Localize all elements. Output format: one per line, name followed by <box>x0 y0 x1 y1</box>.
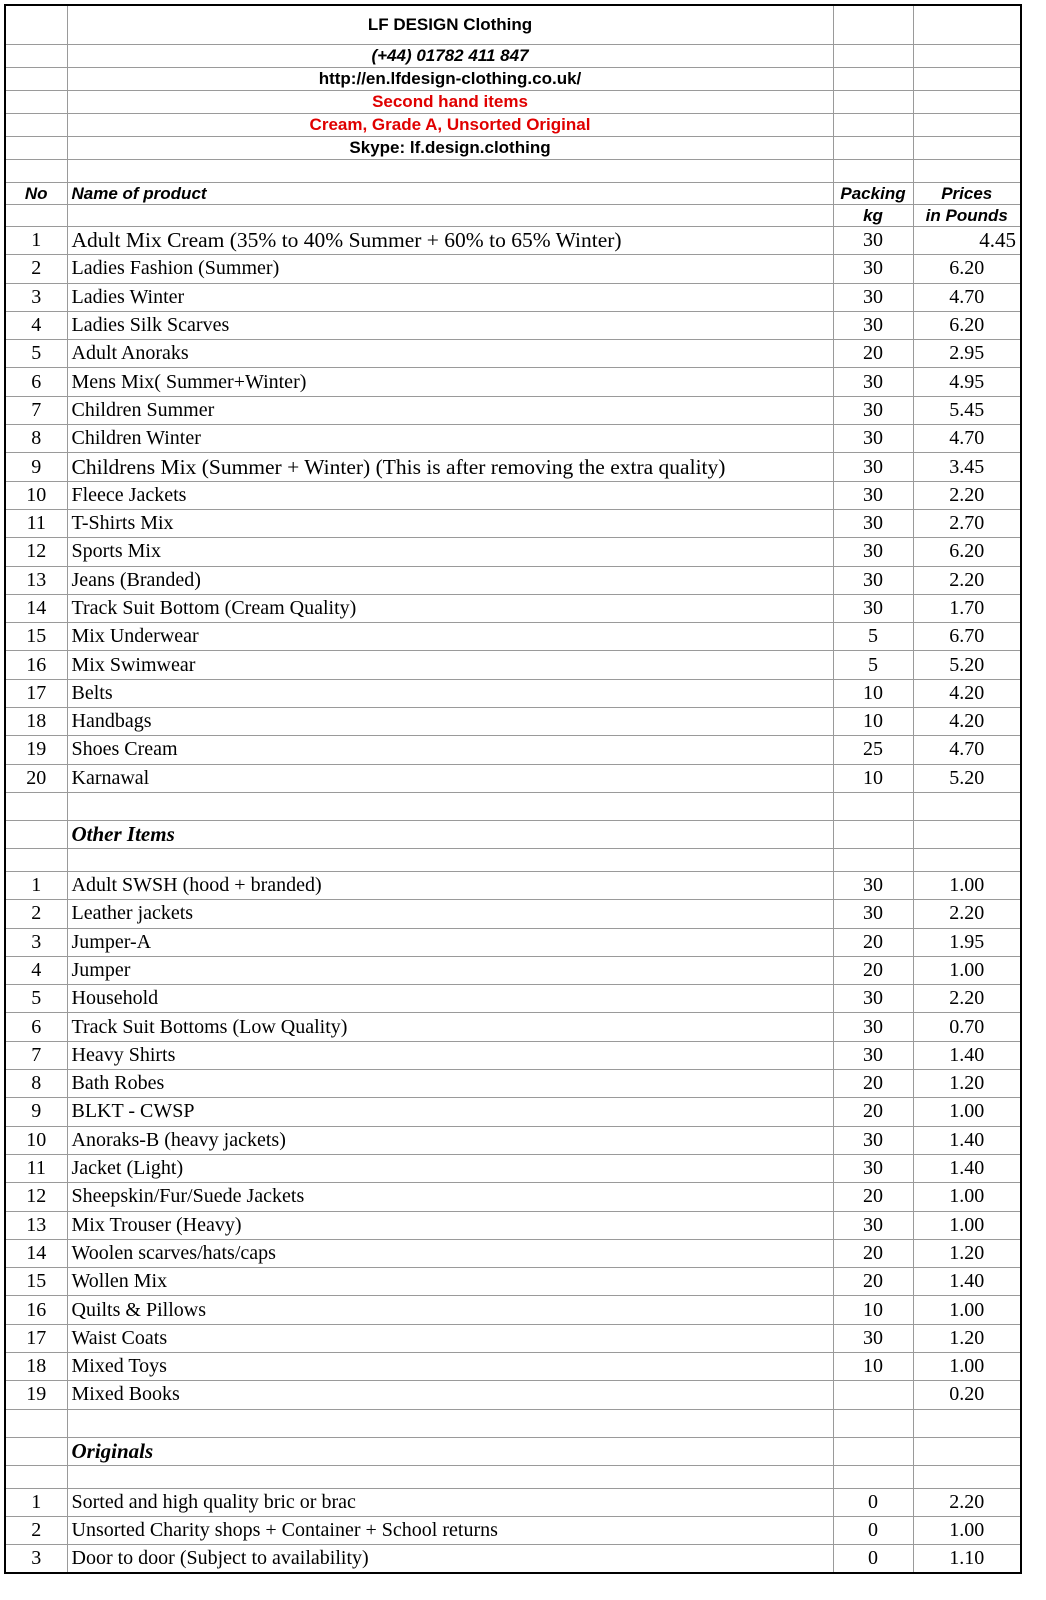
column-header-prices-unit[interactable]: in Pounds <box>913 205 1021 227</box>
price-pounds[interactable]: 6.20 <box>913 311 1021 339</box>
packing-kg[interactable]: 30 <box>833 453 913 481</box>
cell[interactable] <box>67 1409 833 1437</box>
packing-kg[interactable]: 30 <box>833 985 913 1013</box>
header-row <box>5 68 1021 91</box>
column-header-packing-unit[interactable]: kg <box>833 205 913 227</box>
product-number[interactable]: 12 <box>5 538 67 566</box>
product-row <box>5 900 1021 928</box>
product-row <box>5 594 1021 622</box>
price-pounds[interactable]: 4.95 <box>913 368 1021 396</box>
price-pounds[interactable]: 5.20 <box>913 764 1021 792</box>
price-pounds[interactable]: 4.70 <box>913 283 1021 311</box>
cell[interactable] <box>913 820 1021 848</box>
price-pounds[interactable]: 1.20 <box>913 1070 1021 1098</box>
price-pounds[interactable]: 2.20 <box>913 900 1021 928</box>
product-name[interactable]: Handbags <box>67 708 833 736</box>
subtitle[interactable]: Second hand items <box>67 91 833 114</box>
product-name[interactable]: Children Summer <box>67 396 833 424</box>
product-row <box>5 227 1021 255</box>
product-row <box>5 453 1021 481</box>
cell[interactable] <box>833 1409 913 1437</box>
packing-kg[interactable]: 10 <box>833 708 913 736</box>
product-row <box>5 538 1021 566</box>
packing-kg[interactable]: 30 <box>833 481 913 509</box>
product-row <box>5 255 1021 283</box>
packing-kg[interactable]: 0 <box>833 1488 913 1516</box>
header-row <box>5 114 1021 137</box>
price-pounds[interactable]: 6.20 <box>913 538 1021 566</box>
cell[interactable] <box>833 68 913 91</box>
cell[interactable] <box>5 45 67 68</box>
price-pounds[interactable]: 2.70 <box>913 509 1021 537</box>
price-pounds[interactable]: 1.95 <box>913 928 1021 956</box>
packing-kg[interactable]: 30 <box>833 311 913 339</box>
product-row <box>5 708 1021 736</box>
product-number[interactable]: 9 <box>5 453 67 481</box>
product-number[interactable]: 11 <box>5 1154 67 1182</box>
product-number[interactable]: 5 <box>5 985 67 1013</box>
price-pounds[interactable]: 4.70 <box>913 425 1021 453</box>
product-number[interactable]: 1 <box>5 227 67 255</box>
product-number[interactable]: 14 <box>5 594 67 622</box>
price-pounds[interactable]: 2.95 <box>913 340 1021 368</box>
column-header-row <box>5 205 1021 227</box>
product-name[interactable]: Track Suit Bottoms (Low Quality) <box>67 1013 833 1041</box>
packing-kg[interactable]: 20 <box>833 1098 913 1126</box>
phone-number[interactable]: (+44) 01782 411 847 <box>67 45 833 68</box>
product-name[interactable]: Waist Coats <box>67 1324 833 1352</box>
product-row <box>5 1296 1021 1324</box>
product-number[interactable]: 20 <box>5 764 67 792</box>
price-pounds[interactable]: 1.00 <box>913 1296 1021 1324</box>
cell[interactable] <box>833 820 913 848</box>
cell[interactable] <box>913 68 1021 91</box>
product-row <box>5 509 1021 537</box>
packing-kg[interactable]: 30 <box>833 594 913 622</box>
price-pounds[interactable]: 1.00 <box>913 1098 1021 1126</box>
packing-kg[interactable]: 30 <box>833 1154 913 1182</box>
header-row <box>5 91 1021 114</box>
blank-row <box>5 1409 1021 1437</box>
product-number[interactable]: 17 <box>5 1324 67 1352</box>
packing-kg[interactable]: 0 <box>833 1516 913 1544</box>
product-number[interactable]: 19 <box>5 1381 67 1409</box>
price-pounds[interactable]: 0.20 <box>913 1381 1021 1409</box>
cell[interactable] <box>913 1437 1021 1465</box>
price-pounds[interactable]: 6.70 <box>913 623 1021 651</box>
packing-kg[interactable]: 20 <box>833 1239 913 1267</box>
section-title[interactable]: Originals <box>67 1437 833 1465</box>
packing-kg[interactable]: 5 <box>833 651 913 679</box>
section-title[interactable]: Other Items <box>67 820 833 848</box>
packing-kg[interactable]: 30 <box>833 227 913 255</box>
product-name[interactable]: Household <box>67 985 833 1013</box>
cell[interactable] <box>67 1465 833 1488</box>
product-row <box>5 1211 1021 1239</box>
price-pounds[interactable]: 1.10 <box>913 1545 1021 1574</box>
section-title-row <box>5 1437 1021 1465</box>
product-row <box>5 651 1021 679</box>
product-row <box>5 566 1021 594</box>
price-pounds[interactable]: 1.00 <box>913 1211 1021 1239</box>
cell[interactable] <box>833 160 913 183</box>
packing-kg[interactable]: 30 <box>833 283 913 311</box>
product-number[interactable]: 2 <box>5 900 67 928</box>
product-number[interactable]: 17 <box>5 679 67 707</box>
packing-kg[interactable]: 30 <box>833 871 913 899</box>
product-number[interactable]: 3 <box>5 928 67 956</box>
header-row <box>5 45 1021 68</box>
cell[interactable] <box>5 1437 67 1465</box>
product-row <box>5 623 1021 651</box>
packing-kg[interactable]: 20 <box>833 928 913 956</box>
cell[interactable] <box>833 848 913 871</box>
section-title-row <box>5 820 1021 848</box>
product-name[interactable]: Mens Mix( Summer+Winter) <box>67 368 833 396</box>
product-row <box>5 396 1021 424</box>
grade-note[interactable]: Cream, Grade A, Unsorted Original <box>67 114 833 137</box>
packing-kg[interactable]: 10 <box>833 764 913 792</box>
cell[interactable] <box>5 5 67 45</box>
product-name[interactable]: Anoraks-B (heavy jackets) <box>67 1126 833 1154</box>
column-header-row <box>5 183 1021 205</box>
product-row <box>5 1183 1021 1211</box>
packing-kg[interactable]: 30 <box>833 396 913 424</box>
product-number[interactable]: 11 <box>5 509 67 537</box>
price-pounds[interactable]: 0.70 <box>913 1013 1021 1041</box>
packing-kg[interactable]: 5 <box>833 623 913 651</box>
product-number[interactable]: 18 <box>5 708 67 736</box>
packing-kg[interactable]: 30 <box>833 1126 913 1154</box>
price-pounds[interactable]: 1.00 <box>913 871 1021 899</box>
product-number[interactable]: 2 <box>5 255 67 283</box>
product-name[interactable]: Ladies Fashion (Summer) <box>67 255 833 283</box>
cell[interactable] <box>913 45 1021 68</box>
product-row <box>5 1126 1021 1154</box>
product-name[interactable]: Jumper-A <box>67 928 833 956</box>
product-number[interactable]: 12 <box>5 1183 67 1211</box>
packing-kg[interactable]: 20 <box>833 1268 913 1296</box>
cell[interactable] <box>913 114 1021 137</box>
cell[interactable] <box>5 114 67 137</box>
packing-kg[interactable]: 20 <box>833 1183 913 1211</box>
price-pounds[interactable]: 1.40 <box>913 1041 1021 1069</box>
cell[interactable] <box>67 848 833 871</box>
product-number[interactable]: 13 <box>5 566 67 594</box>
product-row <box>5 956 1021 984</box>
blank-row <box>5 848 1021 871</box>
price-pounds[interactable]: 1.00 <box>913 1352 1021 1380</box>
packing-kg[interactable]: 20 <box>833 956 913 984</box>
price-pounds[interactable]: 2.20 <box>913 481 1021 509</box>
cell[interactable] <box>5 848 67 871</box>
price-pounds[interactable]: 1.00 <box>913 1516 1021 1544</box>
price-pounds[interactable]: 1.20 <box>913 1239 1021 1267</box>
product-number[interactable]: 19 <box>5 736 67 764</box>
price-pounds[interactable]: 4.20 <box>913 679 1021 707</box>
product-name[interactable]: Fleece Jackets <box>67 481 833 509</box>
product-name[interactable]: Ladies Silk Scarves <box>67 311 833 339</box>
cell[interactable] <box>833 114 913 137</box>
product-row <box>5 1154 1021 1182</box>
product-number[interactable]: 13 <box>5 1211 67 1239</box>
packing-kg[interactable]: 10 <box>833 1296 913 1324</box>
product-number[interactable]: 15 <box>5 623 67 651</box>
product-name[interactable]: Ladies Winter <box>67 283 833 311</box>
product-name[interactable]: Mixed Toys <box>67 1352 833 1380</box>
cell[interactable] <box>833 1465 913 1488</box>
product-name[interactable]: Mix Underwear <box>67 623 833 651</box>
product-name[interactable]: Heavy Shirts <box>67 1041 833 1069</box>
product-number[interactable]: 8 <box>5 1070 67 1098</box>
cell[interactable] <box>5 1465 67 1488</box>
product-name[interactable]: Jeans (Branded) <box>67 566 833 594</box>
product-number[interactable]: 8 <box>5 425 67 453</box>
cell[interactable] <box>5 91 67 114</box>
cell[interactable] <box>5 820 67 848</box>
cell[interactable] <box>833 45 913 68</box>
product-number[interactable]: 18 <box>5 1352 67 1380</box>
header-row <box>5 5 1021 45</box>
cell[interactable] <box>5 792 67 820</box>
product-name[interactable]: Quilts & Pillows <box>67 1296 833 1324</box>
product-name[interactable]: Children Winter <box>67 425 833 453</box>
product-row <box>5 1324 1021 1352</box>
product-name[interactable]: T-Shirts Mix <box>67 509 833 537</box>
product-name[interactable]: Jumper <box>67 956 833 984</box>
cell[interactable] <box>833 91 913 114</box>
product-row <box>5 481 1021 509</box>
product-number[interactable]: 4 <box>5 956 67 984</box>
product-name[interactable]: Adult SWSH (hood + branded) <box>67 871 833 899</box>
product-name[interactable]: Track Suit Bottom (Cream Quality) <box>67 594 833 622</box>
cell[interactable] <box>913 5 1021 45</box>
product-number[interactable]: 10 <box>5 481 67 509</box>
header-row <box>5 137 1021 160</box>
product-name[interactable]: Childrens Mix (Summer + Winter) (This is after removing the extra quality) <box>67 453 833 481</box>
price-pounds[interactable]: 3.45 <box>913 453 1021 481</box>
product-row <box>5 340 1021 368</box>
product-row <box>5 1488 1021 1516</box>
price-pounds[interactable]: 5.45 <box>913 396 1021 424</box>
product-row <box>5 1268 1021 1296</box>
packing-kg[interactable]: 30 <box>833 1041 913 1069</box>
product-name[interactable]: Shoes Cream <box>67 736 833 764</box>
cell[interactable] <box>913 848 1021 871</box>
product-row <box>5 736 1021 764</box>
cell[interactable] <box>833 1437 913 1465</box>
product-number[interactable]: 3 <box>5 1545 67 1574</box>
product-number[interactable]: 15 <box>5 1268 67 1296</box>
product-row <box>5 311 1021 339</box>
price-pounds[interactable]: 2.20 <box>913 985 1021 1013</box>
product-name[interactable]: Sheepskin/Fur/Suede Jackets <box>67 1183 833 1211</box>
product-number[interactable]: 4 <box>5 311 67 339</box>
company-name[interactable]: LF DESIGN Clothing <box>67 5 833 45</box>
skype-contact[interactable]: Skype: lf.design.clothing <box>67 137 833 160</box>
product-number[interactable]: 10 <box>5 1126 67 1154</box>
product-number[interactable]: 7 <box>5 1041 67 1069</box>
column-header-name[interactable]: Name of product <box>67 183 833 205</box>
product-row <box>5 1239 1021 1267</box>
product-row <box>5 283 1021 311</box>
cell[interactable] <box>5 68 67 91</box>
cell[interactable] <box>913 1409 1021 1437</box>
product-name[interactable]: Jacket (Light) <box>67 1154 833 1182</box>
cell[interactable] <box>913 1465 1021 1488</box>
price-pounds[interactable]: 4.70 <box>913 736 1021 764</box>
price-pounds[interactable]: 2.20 <box>913 1488 1021 1516</box>
price-pounds[interactable]: 4.45 <box>913 227 1021 255</box>
product-name[interactable]: Sports Mix <box>67 538 833 566</box>
column-header-no[interactable]: No <box>5 183 67 205</box>
product-name[interactable]: Door to door (Subject to availability) <box>67 1545 833 1574</box>
product-row <box>5 764 1021 792</box>
product-name[interactable]: Karnawal <box>67 764 833 792</box>
price-pounds[interactable]: 1.00 <box>913 956 1021 984</box>
packing-kg[interactable]: 25 <box>833 736 913 764</box>
product-number[interactable]: 1 <box>5 871 67 899</box>
packing-kg[interactable]: 30 <box>833 1211 913 1239</box>
product-row <box>5 1098 1021 1126</box>
packing-kg[interactable]: 20 <box>833 340 913 368</box>
product-row <box>5 368 1021 396</box>
product-name[interactable]: Mix Swimwear <box>67 651 833 679</box>
price-pounds[interactable]: 1.00 <box>913 1183 1021 1211</box>
product-number[interactable]: 9 <box>5 1098 67 1126</box>
price-pounds[interactable]: 6.20 <box>913 255 1021 283</box>
product-name[interactable]: Belts <box>67 679 833 707</box>
packing-kg[interactable]: 30 <box>833 1324 913 1352</box>
cell[interactable] <box>5 160 67 183</box>
packing-kg[interactable]: 30 <box>833 425 913 453</box>
packing-kg[interactable]: 0 <box>833 1545 913 1574</box>
product-number[interactable]: 14 <box>5 1239 67 1267</box>
product-name[interactable]: Sorted and high quality bric or brac <box>67 1488 833 1516</box>
product-row <box>5 679 1021 707</box>
product-name[interactable]: Adult Mix Cream (35% to 40% Summer + 60% to 65% Winter) <box>67 227 833 255</box>
cell[interactable] <box>833 5 913 45</box>
product-row <box>5 928 1021 956</box>
packing-kg[interactable]: 30 <box>833 566 913 594</box>
packing-kg[interactable]: 10 <box>833 679 913 707</box>
price-pounds[interactable]: 1.40 <box>913 1126 1021 1154</box>
product-row <box>5 1070 1021 1098</box>
product-number[interactable]: 3 <box>5 283 67 311</box>
packing-kg[interactable]: 30 <box>833 538 913 566</box>
price-pounds[interactable]: 1.40 <box>913 1154 1021 1182</box>
cell[interactable] <box>5 1409 67 1437</box>
product-name[interactable]: Unsorted Charity shops + Container + School returns <box>67 1516 833 1544</box>
product-name[interactable]: Woolen scarves/hats/caps <box>67 1239 833 1267</box>
cell[interactable] <box>833 792 913 820</box>
packing-kg[interactable]: 30 <box>833 255 913 283</box>
price-pounds[interactable]: 5.20 <box>913 651 1021 679</box>
cell[interactable] <box>833 137 913 160</box>
packing-kg[interactable]: 20 <box>833 1070 913 1098</box>
product-name[interactable]: Wollen Mix <box>67 1268 833 1296</box>
packing-kg[interactable]: 30 <box>833 900 913 928</box>
price-pounds[interactable]: 1.70 <box>913 594 1021 622</box>
product-number[interactable]: 2 <box>5 1516 67 1544</box>
cell[interactable] <box>913 160 1021 183</box>
cell[interactable] <box>5 205 67 227</box>
price-pounds[interactable]: 4.20 <box>913 708 1021 736</box>
product-row <box>5 1381 1021 1409</box>
product-number[interactable]: 16 <box>5 1296 67 1324</box>
product-row <box>5 1352 1021 1380</box>
product-name[interactable]: BLKT - CWSP <box>67 1098 833 1126</box>
product-name[interactable]: Mixed Books <box>67 1381 833 1409</box>
blank-row <box>5 1465 1021 1488</box>
product-name[interactable]: Mix Trouser (Heavy) <box>67 1211 833 1239</box>
product-number[interactable]: 16 <box>5 651 67 679</box>
price-pounds[interactable]: 1.40 <box>913 1268 1021 1296</box>
cell[interactable] <box>913 792 1021 820</box>
cell[interactable] <box>913 91 1021 114</box>
price-pounds[interactable]: 1.20 <box>913 1324 1021 1352</box>
cell[interactable] <box>5 137 67 160</box>
website-link[interactable]: http://en.lfdesign-clothing.co.uk/ <box>67 68 833 91</box>
product-name[interactable]: Adult Anoraks <box>67 340 833 368</box>
product-row <box>5 1041 1021 1069</box>
product-name[interactable]: Leather jackets <box>67 900 833 928</box>
product-number[interactable]: 6 <box>5 368 67 396</box>
product-row <box>5 1013 1021 1041</box>
product-number[interactable]: 5 <box>5 340 67 368</box>
price-pounds[interactable]: 2.20 <box>913 566 1021 594</box>
product-number[interactable]: 7 <box>5 396 67 424</box>
product-row <box>5 985 1021 1013</box>
product-row <box>5 425 1021 453</box>
blank-row <box>5 792 1021 820</box>
product-number[interactable]: 6 <box>5 1013 67 1041</box>
packing-kg[interactable]: 30 <box>833 509 913 537</box>
packing-kg[interactable]: 30 <box>833 1013 913 1041</box>
column-header-prices[interactable]: Prices <box>913 183 1021 205</box>
packing-kg[interactable] <box>833 1381 913 1409</box>
product-number[interactable]: 1 <box>5 1488 67 1516</box>
cell[interactable] <box>67 205 833 227</box>
packing-kg[interactable]: 30 <box>833 368 913 396</box>
cell[interactable] <box>67 792 833 820</box>
cell[interactable] <box>67 160 833 183</box>
price-list-sheet <box>4 4 1022 1574</box>
cell[interactable] <box>913 137 1021 160</box>
product-row <box>5 871 1021 899</box>
blank-row <box>5 160 1021 183</box>
product-row <box>5 1516 1021 1544</box>
product-name[interactable]: Bath Robes <box>67 1070 833 1098</box>
packing-kg[interactable]: 10 <box>833 1352 913 1380</box>
column-header-packing[interactable]: Packing <box>833 183 913 205</box>
product-row <box>5 1545 1021 1574</box>
